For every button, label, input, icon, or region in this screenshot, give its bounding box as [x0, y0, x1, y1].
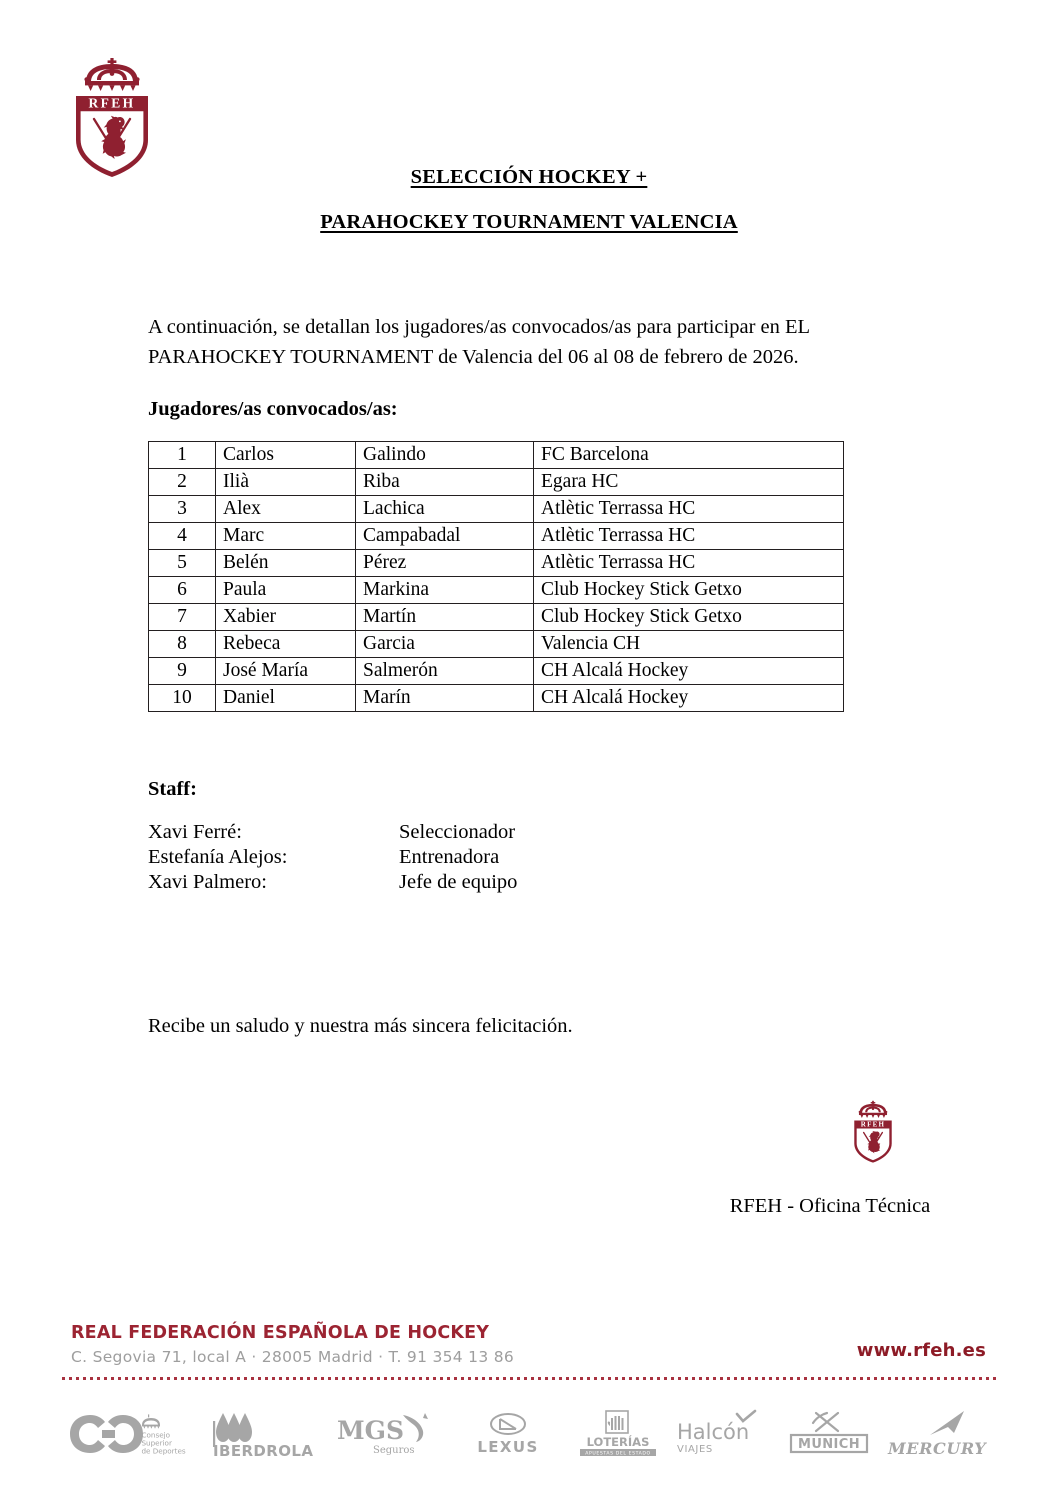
- footer-address: C. Segovia 71, local A · 28005 Madrid · T. 91 354 13 86: [71, 1348, 515, 1366]
- svg-text:MERCURY: MERCURY: [887, 1439, 987, 1458]
- player-last-name: Marín: [356, 685, 534, 712]
- sponsor-csd-logo: [62, 1403, 194, 1465]
- player-number: 2: [149, 469, 216, 496]
- players-table: [148, 441, 844, 712]
- player-number: 6: [149, 577, 216, 604]
- svg-text:Seguros: Seguros: [372, 1445, 415, 1456]
- player-number: 4: [149, 523, 216, 550]
- rfeh-crest-logo: [62, 56, 162, 180]
- svg-text:MUNICH: MUNICH: [797, 1437, 860, 1452]
- footer-federation-name: REAL FEDERACIÓN ESPAÑOLA DE HOCKEY: [71, 1323, 490, 1343]
- player-first-name: Belén: [216, 550, 356, 577]
- svg-text:Consejo: Consejo: [141, 1430, 171, 1440]
- staff-member-name: Xavi Palmero:: [148, 871, 267, 893]
- player-number: 10: [149, 685, 216, 712]
- table-row: [149, 658, 844, 685]
- list-item: [148, 845, 708, 870]
- table-row: [149, 685, 844, 712]
- staff-member-role: Entrenadora: [399, 846, 500, 868]
- player-last-name: Lachica: [356, 496, 534, 523]
- staff-list: [148, 820, 708, 895]
- player-first-name: Daniel: [216, 685, 356, 712]
- sponsor-halcon-viajes-logo: [675, 1403, 771, 1465]
- player-club: CH Alcalá Hockey: [534, 685, 844, 712]
- player-first-name: Ilià: [216, 469, 356, 496]
- svg-text:RFEH: RFEH: [860, 1120, 886, 1129]
- player-club: Club Hockey Stick Getxo: [534, 577, 844, 604]
- player-first-name: José María: [216, 658, 356, 685]
- player-first-name: Rebeca: [216, 631, 356, 658]
- player-last-name: Campabadal: [356, 523, 534, 550]
- player-club: Atlètic Terrassa HC: [534, 523, 844, 550]
- player-club: Valencia CH: [534, 631, 844, 658]
- player-number: 5: [149, 550, 216, 577]
- player-last-name: Markina: [356, 577, 534, 604]
- player-first-name: Carlos: [216, 442, 356, 469]
- svg-text:LOTERÍAS: LOTERÍAS: [586, 1435, 650, 1449]
- player-first-name: Alex: [216, 496, 356, 523]
- svg-text:LEXUS: LEXUS: [477, 1438, 539, 1456]
- table-row: [149, 496, 844, 523]
- player-last-name: Galindo: [356, 442, 534, 469]
- document-title-line-1: SELECCIÓN HOCKEY +: [410, 166, 648, 188]
- player-club: Egara HC: [534, 469, 844, 496]
- closing-paragraph: Recibe un saludo y nuestra más sincera felicitación.: [148, 1015, 573, 1037]
- player-first-name: Marc: [216, 523, 356, 550]
- svg-text:APUESTAS DEL ESTADO: APUESTAS DEL ESTADO: [584, 1451, 651, 1457]
- table-row: [149, 577, 844, 604]
- table-row: [149, 469, 844, 496]
- player-club: Atlètic Terrassa HC: [534, 550, 844, 577]
- svg-text:VIAJES: VIAJES: [677, 1444, 713, 1455]
- footer-website-url[interactable]: www.rfeh.es: [856, 1340, 986, 1361]
- table-row: [149, 550, 844, 577]
- player-last-name: Salmerón: [356, 658, 534, 685]
- sponsor-mercury-logo: [886, 1403, 996, 1465]
- staff-member-name: Xavi Ferré:: [148, 821, 242, 843]
- player-last-name: Garcia: [356, 631, 534, 658]
- svg-text:IBERDROLA: IBERDROLA: [213, 1442, 314, 1459]
- svg-text:RFEH: RFEH: [88, 95, 136, 111]
- player-club: CH Alcalá Hockey: [534, 658, 844, 685]
- player-number: 8: [149, 631, 216, 658]
- player-last-name: Riba: [356, 469, 534, 496]
- list-item: [148, 820, 708, 845]
- signature-rfeh-crest-icon: [847, 1098, 899, 1166]
- intro-paragraph: A continuación, se detallan los jugadores/as convocados/as para participar en EL PARAHOCKEY TOURNAMENT de Valencia del 06 al 08 de febrero de 2026.: [148, 315, 810, 368]
- sponsor-lexus-logo: [456, 1403, 560, 1465]
- table-row: [149, 523, 844, 550]
- title-block: [0, 166, 1058, 234]
- table-row: [149, 604, 844, 631]
- player-number: 9: [149, 658, 216, 685]
- player-number: 3: [149, 496, 216, 523]
- player-last-name: Pérez: [356, 550, 534, 577]
- player-club: Club Hockey Stick Getxo: [534, 604, 844, 631]
- player-club: FC Barcelona: [534, 442, 844, 469]
- sponsor-munich-logo: [783, 1403, 875, 1465]
- svg-text:Superior: Superior: [141, 1438, 172, 1448]
- player-last-name: Martín: [356, 604, 534, 631]
- footer-divider: [62, 1377, 996, 1380]
- staff-member-role: Seleccionador: [399, 821, 516, 843]
- document-title-line-2: PARAHOCKEY TOURNAMENT VALENCIA: [320, 211, 738, 233]
- player-first-name: Xabier: [216, 604, 356, 631]
- signature-text: RFEH - Oficina Técnica: [729, 1195, 931, 1217]
- player-club: Atlètic Terrassa HC: [534, 496, 844, 523]
- svg-text:Halcón: Halcón: [677, 1420, 750, 1444]
- list-item: [148, 870, 708, 895]
- player-first-name: Paula: [216, 577, 356, 604]
- table-row: [149, 442, 844, 469]
- staff-section-heading: Staff:: [148, 778, 197, 800]
- players-section-heading: Jugadores/as convocados/as:: [148, 398, 398, 420]
- player-number: 7: [149, 604, 216, 631]
- sponsor-iberdrola-logo: [205, 1403, 323, 1465]
- staff-member-name: Estefanía Alejos:: [148, 846, 288, 868]
- sponsor-loterias-logo: [572, 1403, 664, 1465]
- sponsor-mgs-seguros-logo: [335, 1403, 445, 1465]
- svg-text:de Deportes: de Deportes: [141, 1446, 186, 1456]
- player-number: 1: [149, 442, 216, 469]
- svg-text:MGS: MGS: [336, 1416, 404, 1445]
- staff-member-role: Jefe de equipo: [399, 871, 518, 893]
- sponsor-logo-strip: [62, 1398, 996, 1470]
- table-row: [149, 631, 844, 658]
